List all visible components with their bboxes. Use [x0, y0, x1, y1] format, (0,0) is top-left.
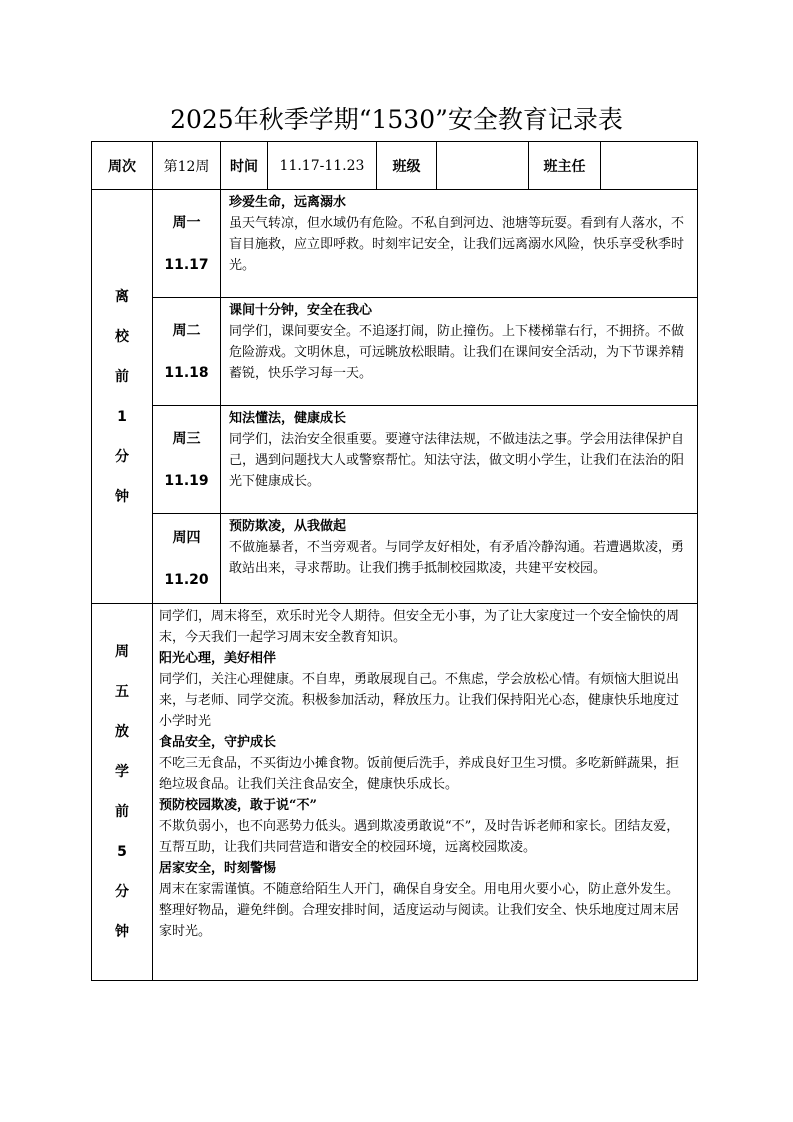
record-table: [91, 141, 698, 981]
topic-text: 周末在家需谨慎。不随意给陌生人开门，确保自身安全。用电用火要小心，防止意外发生。整理好物品，避免绊倒。合理安排时间，适度运动与阅读。让我们安全、快乐地度过周末居家时光。: [159, 882, 680, 939]
friday-content: [153, 604, 698, 981]
day-row-tuesday: [92, 298, 698, 406]
topic-text: 不吃三无食品，不买街边小摊食物。饭前便后洗手，养成良好卫生习惯。多吃新鲜蔬果，拒绝垃圾食品。让我们关注食品安全，健康快乐成长。: [159, 756, 680, 792]
day-cell: [153, 190, 221, 298]
day-heading: 知法懂法，健康成长: [229, 411, 347, 426]
day-content: [221, 406, 698, 514]
day-cell: [153, 406, 221, 514]
day-text: 同学们，法治安全很重要。要遵守法律法规，不做违法之事。学会用法律保护自己，遇到问题找大人或警察帮忙。知法守法，做文明小学生，让我们在法治的阳光下健康成长。: [229, 432, 685, 489]
day-date: 11.18: [164, 364, 209, 381]
topic-heading: 预防校园欺凌，敢于说“不”: [159, 798, 317, 813]
header-row: [92, 142, 698, 190]
day-text: 同学们，课间要安全。不追逐打闹，防止撞伤。上下楼梯靠右行，不拥挤。不做危险游戏。文明休息，可远眺放松眼睛。让我们在课间安全活动，为下节课养精蓄锐，快乐学习每一天。: [229, 324, 685, 381]
day-row-monday: [92, 190, 698, 298]
week-label: 周次: [92, 142, 153, 190]
section1-label: 离 校 前 1 分 钟: [92, 190, 153, 604]
topic-heading: 居家安全，时刻警惕: [159, 861, 277, 876]
class-label: 班级: [377, 142, 437, 190]
day-heading: 珍爱生命，远离溺水: [229, 195, 347, 210]
day-heading: 预防欺凌，从我做起: [229, 519, 347, 534]
topic-heading: 阳光心理，美好相伴: [159, 651, 277, 666]
day-cell: [153, 298, 221, 406]
time-label: 时间: [221, 142, 268, 190]
day-date: 11.17: [164, 256, 209, 273]
friday-row: [92, 604, 698, 981]
topic-text: 同学们，关注心理健康。不自卑，勇敢展现自己。不焦虑，学会放松心情。有烦恼大胆说出来，与老师、同学交流。积极参加活动，释放压力。让我们保持阳光心态，健康快乐地度过小学时光: [159, 672, 680, 729]
topic-heading: 食品安全，守护成长: [159, 735, 277, 750]
day-row-thursday: [92, 514, 698, 604]
topic-text: 不欺负弱小，也不向恶势力低头。遇到欺凌勇敢说“不”，及时告诉老师和家长。团结友爱，互帮互助，让我们共同营造和谐安全的校园环境，远离校园欺凌。: [159, 819, 680, 855]
day-cell: [153, 514, 221, 604]
section2-label: 周 五 放 学 前 5 分 钟: [92, 604, 153, 981]
time-value[interactable]: 11.17-11.23: [268, 142, 377, 190]
teacher-label: 班主任: [529, 142, 601, 190]
class-value[interactable]: [437, 142, 529, 190]
day-text: 虽天气转凉，但水域仍有危险。不私自到河边、池塘等玩耍。看到有人落水，不盲目施救，应立即呼救。时刻牢记安全，让我们远离溺水风险，快乐享受秋季时光。: [229, 216, 685, 273]
day-date: 11.20: [164, 571, 209, 588]
day-name: 周四: [172, 529, 201, 546]
week-value[interactable]: 第12周: [153, 142, 221, 190]
day-content: [221, 514, 698, 604]
day-name: 周一: [172, 214, 201, 231]
day-date: 11.19: [164, 472, 209, 489]
day-content: [221, 298, 698, 406]
page-title: 2025年秋季学期“1530”安全教育记录表: [170, 105, 623, 134]
teacher-value[interactable]: [601, 142, 698, 190]
friday-intro: 同学们，周末将至，欢乐时光令人期待。但安全无小事，为了让大家度过一个安全愉快的周末，今天我们一起学习周末安全教育知识。: [159, 609, 680, 645]
day-name: 周三: [172, 430, 201, 447]
day-row-wednesday: [92, 406, 698, 514]
day-heading: 课间十分钟，安全在我心: [229, 303, 373, 318]
day-text: 不做施暴者，不当旁观者。与同学友好相处，有矛盾冷静沟通。若遭遇欺凌，勇敢站出来，寻求帮助。让我们携手抵制校园欺凌，共建平安校园。: [229, 540, 685, 576]
day-content: [221, 190, 698, 298]
day-name: 周二: [172, 322, 201, 339]
